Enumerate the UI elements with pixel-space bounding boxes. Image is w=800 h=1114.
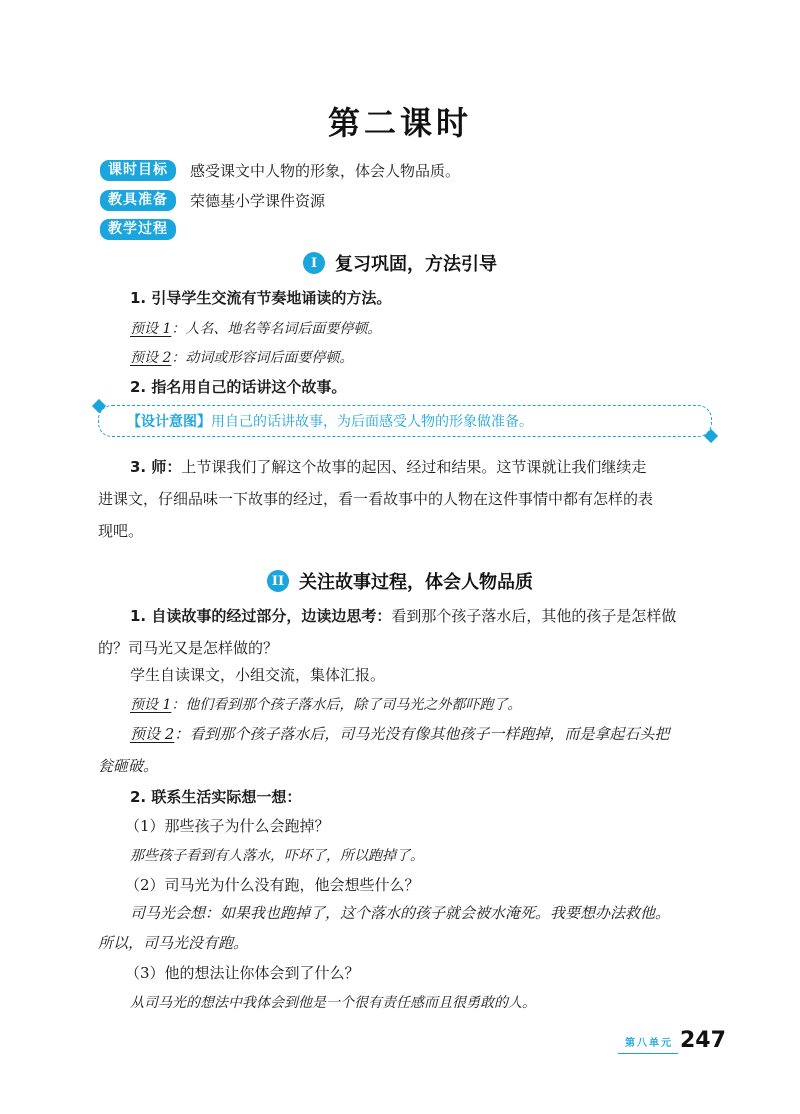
section-2-numeral: II: [267, 570, 289, 592]
s2-item-1-lead: 1. 自读故事的经过部分，边读边思考：: [130, 607, 392, 625]
s2-question-1: （1）那些孩子为什么会跑掉？: [125, 817, 330, 835]
s2-preset-1-text: ：他们看到那个孩子落水后，除了司马光之外都吓跑了。: [171, 697, 522, 713]
s2-item-1-line-2: 的？司马光又是怎样做的？: [98, 639, 279, 657]
tools-tag: 教具准备: [100, 190, 176, 211]
s1-item-3: [98, 451, 712, 547]
page-title: 第二课时: [327, 104, 472, 142]
design-intent-label: 【设计意图】: [127, 414, 211, 430]
section-2-title: 关注故事过程，体会人物品质: [299, 572, 533, 593]
s2-self-read: 学生自读课文，小组交流，集体汇报。: [130, 666, 386, 684]
page-number: 247: [680, 1028, 726, 1053]
s2-preset-2-text: ：看到那个孩子落水后，司马光没有像其他孩子一样跑掉，而是拿起石头把: [174, 725, 670, 743]
s2-item-1: [98, 600, 712, 664]
s2-preset-2-line-2: 瓮砸破。: [98, 757, 159, 775]
footer-rule: [618, 1053, 678, 1054]
tools-row: [100, 190, 325, 211]
s2-answer-3: 从司马光的想法中我体会到他是一个很有责任感而且很勇敢的人。: [130, 995, 536, 1011]
s2-preset-2-label: 预设 2: [130, 725, 175, 743]
s2-preset-2: [98, 718, 712, 782]
unit-label: 第八单元: [625, 1038, 673, 1049]
s1-item-3-text: 上节课我们了解这个故事的起因、经过和结果。这节课就让我们继续走: [181, 458, 647, 476]
goal-text: 感受课文中人物的形象，体会人物品质。: [190, 162, 461, 180]
s1-item-3-lead: 3. 师：: [130, 458, 182, 476]
goal-row: [100, 160, 460, 181]
s1-item-1: 1. 引导学生交流有节奏地诵读的方法。: [130, 289, 392, 307]
s1-preset-1-text: ：人名、地名等名词后面要停顿。: [171, 321, 382, 337]
s2-question-3: （3）他的想法让你体会到了什么？: [125, 964, 360, 982]
s1-preset-1: [130, 318, 744, 340]
design-intent-text: 用自己的话讲故事，为后面感受人物的形象做准备。: [211, 414, 533, 430]
s1-item-3-line-2: 进课文，仔细品味一下故事的经过，看一看故事中的人物在这件事情中都有怎样的表: [98, 490, 654, 508]
process-row: [100, 219, 176, 240]
box-corner-ornament: [92, 399, 106, 413]
box-corner-ornament: [704, 429, 718, 443]
s2-preset-2-line-1: [98, 718, 712, 750]
process-tag: 教学过程: [100, 219, 176, 240]
s1-preset-1-label: 预设 1: [130, 321, 172, 337]
s2-answer-1: 那些孩子看到有人落水，吓坏了，所以跑掉了。: [130, 848, 424, 864]
s2-item-1-line-1: [98, 600, 712, 632]
goal-tag: 课时目标: [100, 160, 176, 181]
s2-answer-2-line-2: 所以，司马光没有跑。: [98, 934, 249, 952]
s1-item-2: 2. 指名用自己的话讲这个故事。: [130, 378, 347, 396]
tools-text: 荣德基小学课件资源: [190, 192, 326, 210]
s2-question-2: （2）司马光为什么没有跑，他会想些什么？: [125, 876, 420, 894]
design-intent-box: [98, 405, 712, 437]
s2-preset-1: [130, 694, 744, 716]
s2-item-1-text: 看到那个孩子落水后，其他的孩子是怎样做: [391, 607, 677, 625]
section-1-heading: [0, 250, 800, 276]
section-1-title: 复习巩固，方法引导: [335, 254, 497, 275]
s2-answer-2-line-1: 司马光会想：如果我也跑掉了，这个落水的孩子就会被水淹死。我要想办法救他。: [130, 904, 671, 922]
s1-item-3-line-1: [98, 451, 712, 483]
section-2-heading: [0, 568, 800, 594]
s1-item-3-line-3: 现吧。: [98, 522, 144, 540]
s2-item-2: 2. 联系生活实际想一想：: [130, 788, 302, 806]
s1-preset-2-label: 预设 2: [130, 350, 172, 366]
s1-preset-2-text: ：动词或形容词后面要停顿。: [171, 350, 354, 366]
s2-answer-2: [98, 898, 712, 958]
s1-preset-2: [130, 347, 744, 369]
s2-preset-1-label: 预设 1: [130, 697, 172, 713]
section-1-numeral: I: [303, 252, 325, 274]
